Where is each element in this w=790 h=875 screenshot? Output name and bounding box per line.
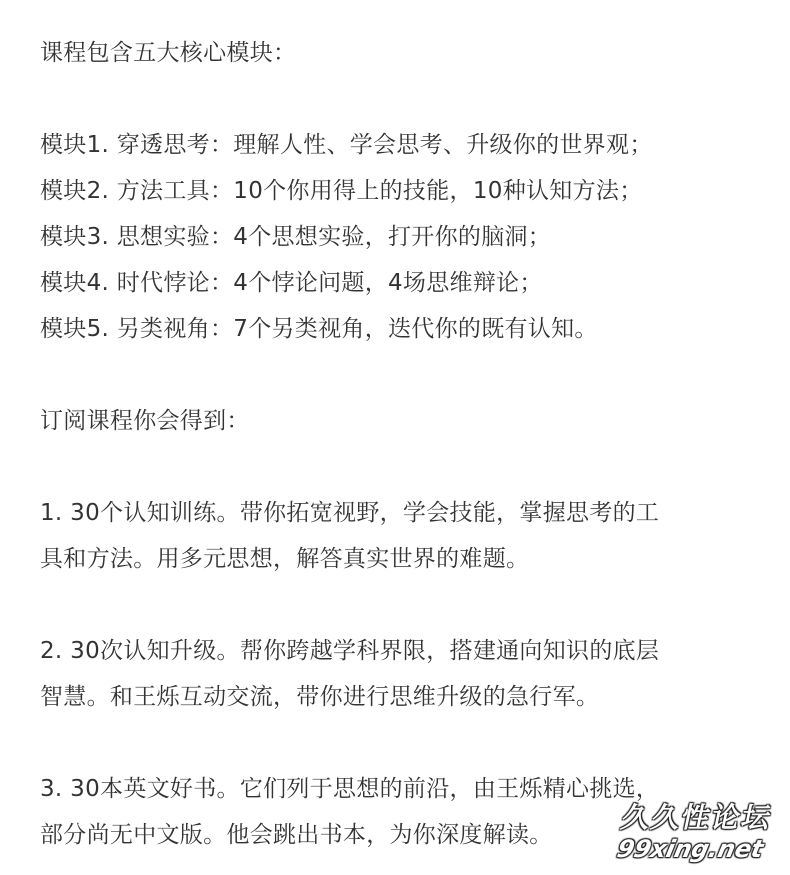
benefit-item-2-line-2: 智慧。和王烁互动交流，带你进行思维升级的急行军。 [40, 684, 600, 710]
spacer [40, 444, 760, 490]
module-item-4: 模块4. 时代悖论：4个悖论问题，4场思维辩论； [40, 270, 543, 296]
modules-heading: 课程包含五大核心模块： [40, 40, 297, 66]
module-item-3: 模块3. 思想实验：4个思想实验，打开你的脑洞； [40, 224, 552, 250]
module-item-1: 模块1. 穿透思考：理解人性、学会思考、升级你的世界观； [40, 132, 653, 158]
spacer [40, 352, 760, 398]
spacer [40, 720, 760, 766]
benefit-item-1-line-2: 具和方法。用多元思想，解答真实世界的难题。 [40, 546, 530, 572]
benefit-item-3-line-2: 部分尚无中文版。他会跳出书本，为你深度解读。 [40, 822, 553, 848]
course-description [40, 30, 760, 858]
benefits-heading: 订阅课程你会得到： [40, 408, 250, 434]
spacer [40, 582, 760, 628]
site-watermark [601, 801, 786, 871]
module-item-2: 模块2. 方法工具：10个你用得上的技能，10种认知方法； [40, 178, 643, 204]
benefit-item-3-line-1: 3. 30本英文好书。它们列于思想的前沿，由王烁精心挑选， [40, 776, 660, 802]
benefit-item-1-line-1: 1. 30个认知训练。带你拓宽视野，学会技能，掌握思考的工 [40, 500, 660, 526]
spacer [40, 76, 760, 122]
watermark-title: 久久性论坛 [618, 801, 776, 834]
watermark-url: 99xing.net [614, 835, 766, 863]
module-item-5: 模块5. 另类视角：7个另类视角，迭代你的既有认知。 [40, 316, 598, 342]
benefit-item-2-line-1: 2. 30次认知升级。帮你跨越学科界限，搭建通向知识的底层 [40, 638, 660, 664]
